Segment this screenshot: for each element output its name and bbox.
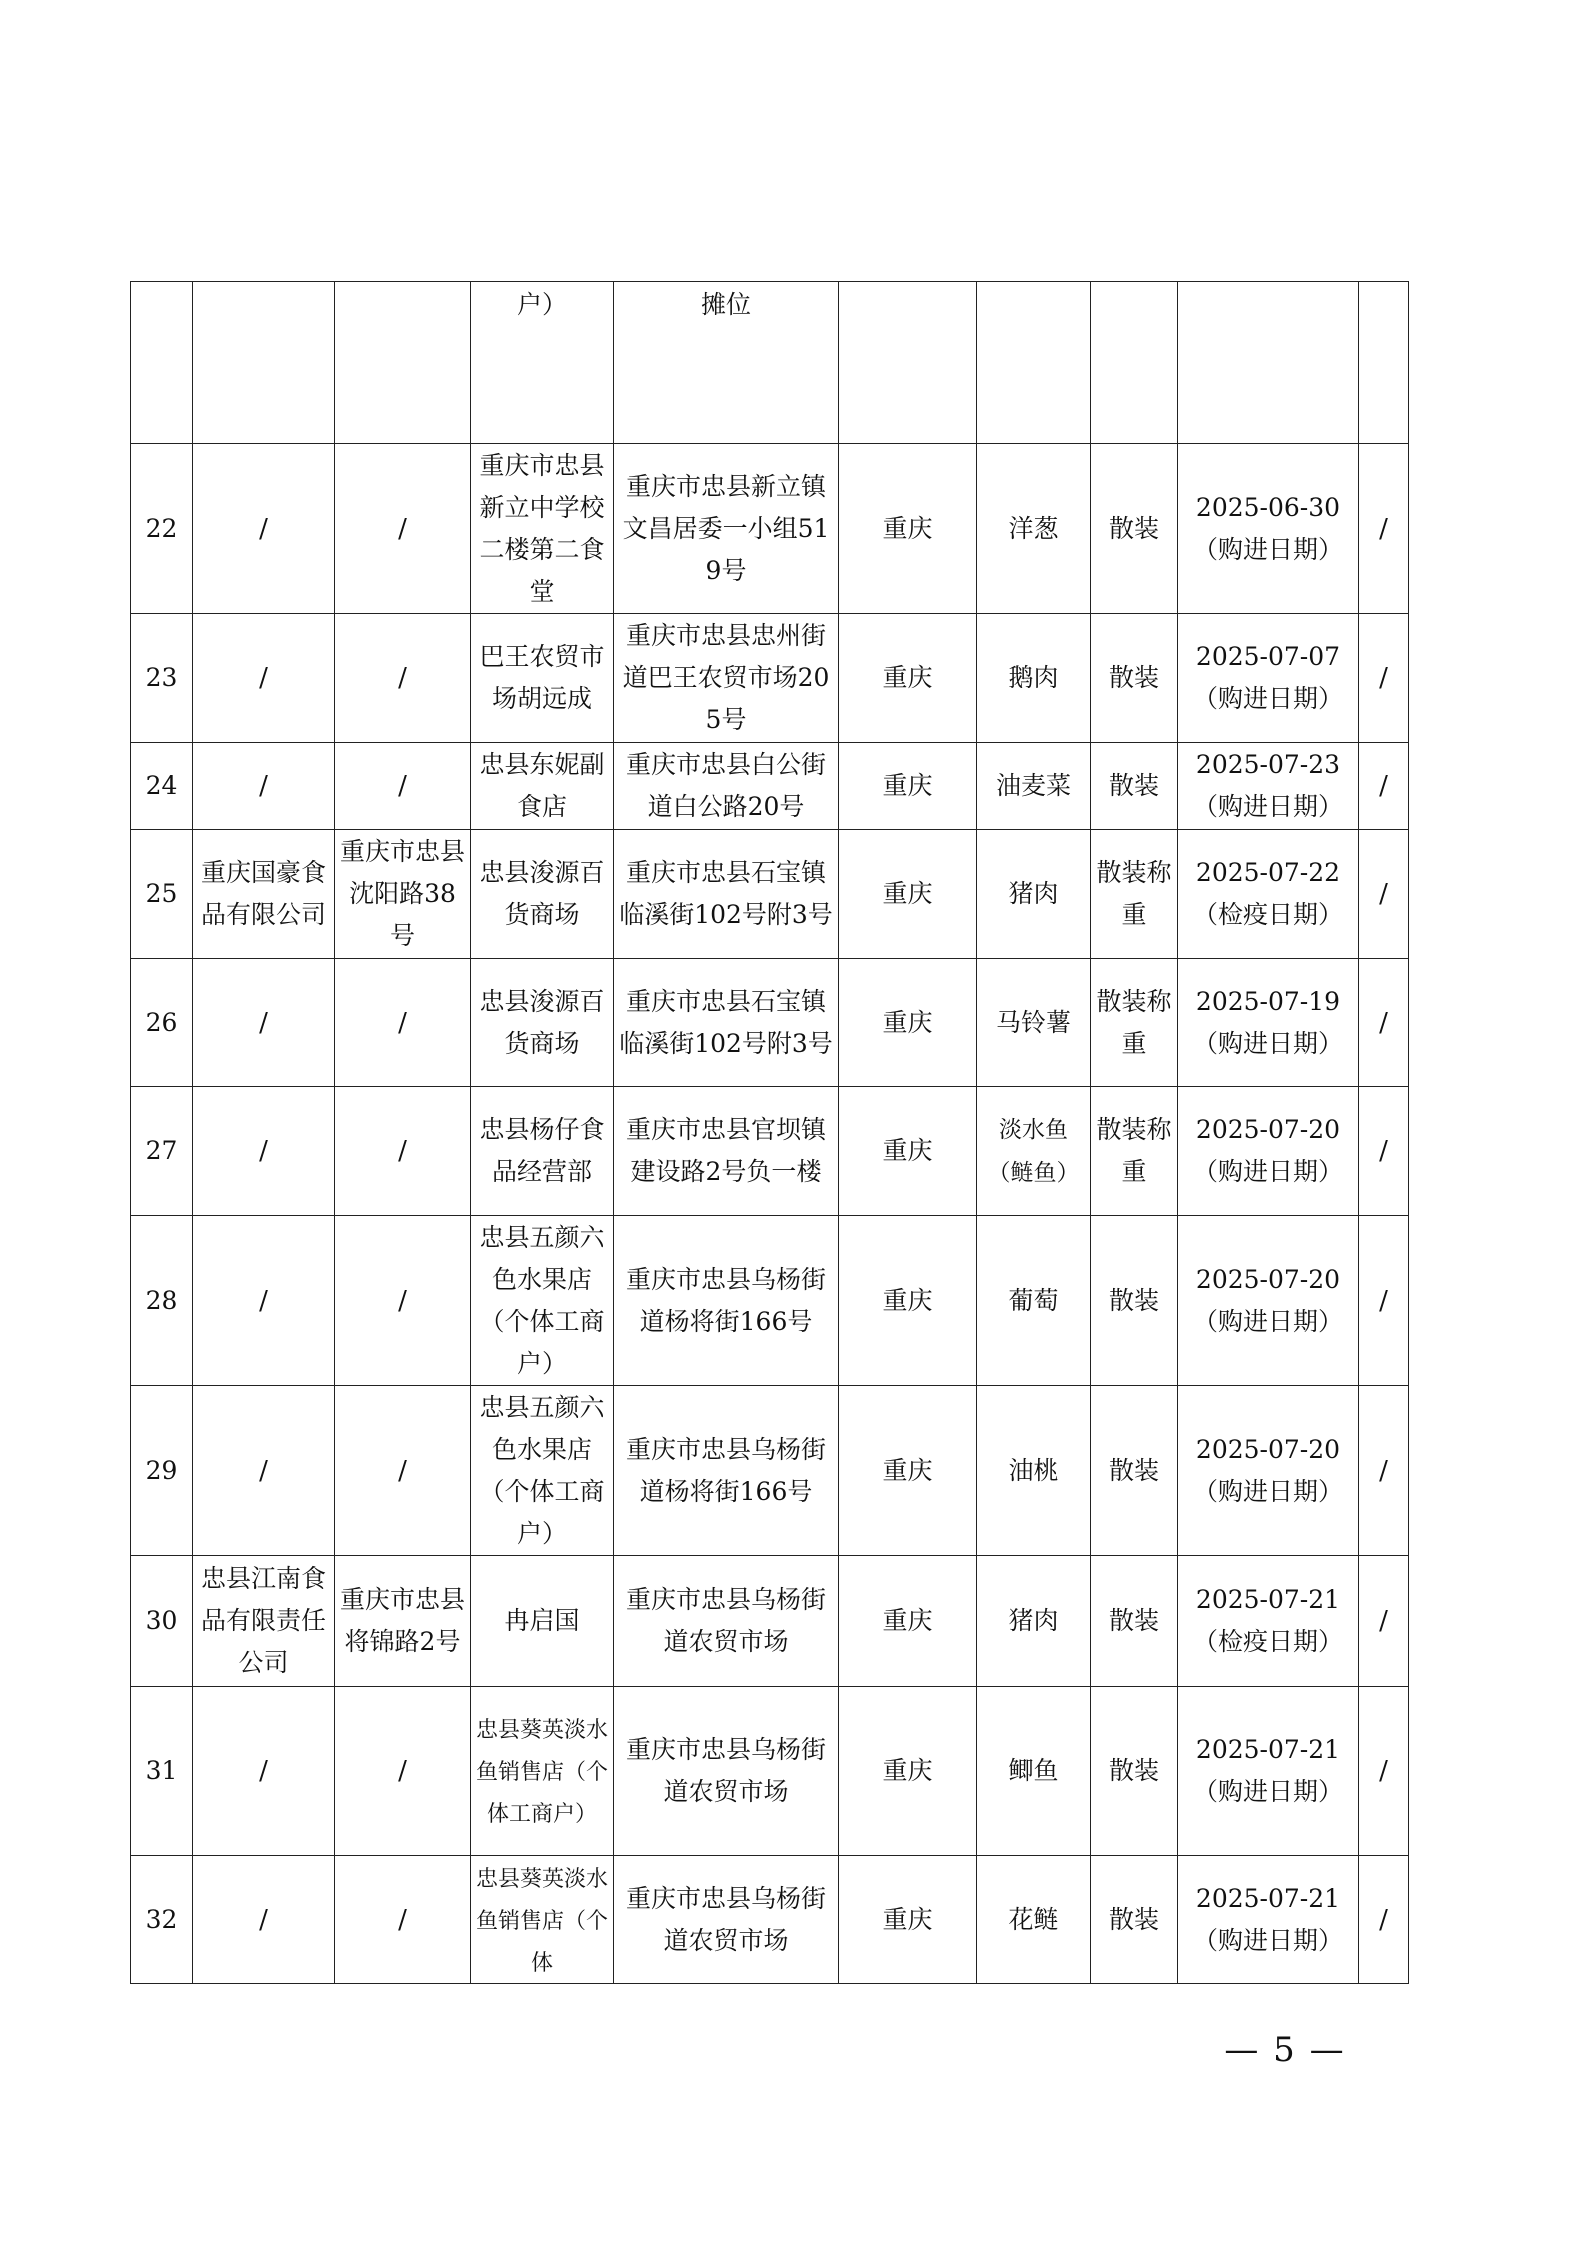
cell-region (839, 282, 977, 444)
cell-spec: 散装 (1091, 1856, 1178, 1984)
cell-note: / (1359, 1856, 1409, 1984)
date-type: （购进日期） (1192, 684, 1343, 713)
cell-date (1178, 1556, 1359, 1687)
cell-spec: 散装称重 (1091, 959, 1178, 1087)
cell-no: 24 (131, 743, 193, 830)
table-row (131, 830, 1409, 959)
cell-region: 重庆 (839, 1216, 977, 1386)
cell-no: 26 (131, 959, 193, 1087)
date-type: （检疫日期） (1192, 1627, 1343, 1656)
cell-date (1178, 830, 1359, 959)
cell-note: / (1359, 1386, 1409, 1556)
cell-producer-address: / (335, 1087, 471, 1216)
product-text: 淡水鱼（鲢鱼） (987, 1117, 1080, 1186)
cell-note: / (1359, 1687, 1409, 1856)
cell-region: 重庆 (839, 1556, 977, 1687)
cell-date (1178, 1386, 1359, 1556)
cell-producer-name (193, 282, 335, 444)
cell-spec: 散装称重 (1091, 830, 1178, 959)
cell-note: / (1359, 1556, 1409, 1687)
cell-note: / (1359, 830, 1409, 959)
cell-seller-address: 重庆市忠县乌杨街道杨将街166号 (614, 1216, 839, 1386)
cell-no: 32 (131, 1856, 193, 1984)
cell-seller-name: 忠县五颜六色水果店（个体工商户） (471, 1216, 614, 1386)
cell-seller-address: 重庆市忠县白公街道白公路20号 (614, 743, 839, 830)
cell-seller-name (471, 1856, 614, 1984)
cell-seller-name (471, 1687, 614, 1856)
cell-no: 29 (131, 1386, 193, 1556)
cell-producer-name: / (193, 444, 335, 614)
cell-producer-address (335, 282, 471, 444)
cell-producer-name: 重庆国豪食品有限公司 (193, 830, 335, 959)
cell-date (1178, 1687, 1359, 1856)
cell-region: 重庆 (839, 1386, 977, 1556)
cell-no: 23 (131, 614, 193, 743)
cell-note: / (1359, 1216, 1409, 1386)
date-value: 2025-07-20 (1195, 1434, 1341, 1464)
cell-region: 重庆 (839, 959, 977, 1087)
date-value: 2025-07-20 (1195, 1264, 1341, 1294)
cell-producer-name: / (193, 1687, 335, 1856)
date-value: 2025-07-19 (1195, 986, 1341, 1016)
cell-region: 重庆 (839, 830, 977, 959)
date-value: 2025-07-20 (1195, 1115, 1341, 1144)
cell-producer-name: / (193, 1386, 335, 1556)
cell-spec: 散装 (1091, 614, 1178, 743)
date-type: （购进日期） (1192, 1157, 1343, 1186)
cell-date (1178, 1216, 1359, 1386)
cell-product: 猪肉 (977, 1556, 1091, 1687)
cell-seller-address: 重庆市忠县石宝镇临溪街102号附3号 (614, 959, 839, 1087)
cell-product: 葡萄 (977, 1216, 1091, 1386)
cell-no: 27 (131, 1087, 193, 1216)
date-type: （检疫日期） (1192, 900, 1343, 929)
table-row (131, 1087, 1409, 1216)
cell-producer-name: / (193, 959, 335, 1087)
table-row (131, 1556, 1409, 1687)
cell-product: 油桃 (977, 1386, 1091, 1556)
cell-product: 花鲢 (977, 1856, 1091, 1984)
cell-spec (1091, 282, 1178, 444)
table-row (131, 1856, 1409, 1984)
cell-spec: 散装 (1091, 444, 1178, 614)
cell-region: 重庆 (839, 614, 977, 743)
cell-seller-address: 重庆市忠县乌杨街道农贸市场 (614, 1856, 839, 1984)
cell-producer-address: / (335, 959, 471, 1087)
cell-seller-address: 重庆市忠县新立镇文昌居委一小组519号 (614, 444, 839, 614)
table-row (131, 1386, 1409, 1556)
cell-product: 鹅肉 (977, 614, 1091, 743)
date-value: 2025-07-07 (1195, 642, 1341, 671)
cell-spec: 散装称重 (1091, 1087, 1178, 1216)
date-value: 2025-07-21 (1195, 1883, 1341, 1913)
date-value: 2025-07-21 (1195, 1735, 1341, 1764)
cell-seller-address: 重庆市忠县乌杨街道杨将街166号 (614, 1386, 839, 1556)
cell-producer-address: / (335, 614, 471, 743)
date-value: 2025-07-23 (1195, 750, 1341, 779)
cell-seller-name: 忠县东妮副食店 (471, 743, 614, 830)
cell-product: 马铃薯 (977, 959, 1091, 1087)
cell-producer-name: 忠县江南食品有限责任公司 (193, 1556, 335, 1687)
cell-seller-name: 冉启国 (471, 1556, 614, 1687)
cell-date (1178, 959, 1359, 1087)
cell-seller-name: 忠县杨仔食品经营部 (471, 1087, 614, 1216)
table-row (131, 614, 1409, 743)
cell-region: 重庆 (839, 1087, 977, 1216)
table-row (131, 743, 1409, 830)
cell-no: 28 (131, 1216, 193, 1386)
cell-region: 重庆 (839, 743, 977, 830)
cell-note: / (1359, 1087, 1409, 1216)
cell-region: 重庆 (839, 1856, 977, 1984)
cell-seller-address: 重庆市忠县官坝镇建设路2号负一楼 (614, 1087, 839, 1216)
cell-spec: 散装 (1091, 1216, 1178, 1386)
date-value: 2025-06-30 (1195, 492, 1341, 522)
cell-spec: 散装 (1091, 1556, 1178, 1687)
cell-seller-address: 重庆市忠县忠州街道巴王农贸市场205号 (614, 614, 839, 743)
cell-product: 油麦菜 (977, 743, 1091, 830)
cell-seller-address: 重庆市忠县石宝镇临溪街102号附3号 (614, 830, 839, 959)
cell-seller-address: 重庆市忠县乌杨街道农贸市场 (614, 1687, 839, 1856)
date-type: （购进日期） (1192, 1925, 1343, 1955)
cell-spec: 散装 (1091, 743, 1178, 830)
cell-product: 洋葱 (977, 444, 1091, 614)
table-row (131, 444, 1409, 614)
cell-date (1178, 1856, 1359, 1984)
cell-producer-name: / (193, 1856, 335, 1984)
cell-note: / (1359, 444, 1409, 614)
cell-date (1178, 282, 1359, 444)
table-row (131, 959, 1409, 1087)
table-row (131, 1216, 1409, 1386)
cell-seller-name: 忠县五颜六色水果店（个体工商户） (471, 1386, 614, 1556)
cell-note (1359, 282, 1409, 444)
cell-seller-name: 巴王农贸市场胡远成 (471, 614, 614, 743)
page-number: — 5 — (1224, 2030, 1346, 2070)
cell-region: 重庆 (839, 444, 977, 614)
cell-no: 30 (131, 1556, 193, 1687)
date-type: （购进日期） (1192, 1777, 1343, 1806)
cell-no: 25 (131, 830, 193, 959)
cell-no: 31 (131, 1687, 193, 1856)
cell-seller-name: 忠县浚源百货商场 (471, 830, 614, 959)
cell-product (977, 282, 1091, 444)
cell-producer-name: / (193, 614, 335, 743)
cell-date (1178, 614, 1359, 743)
date-type: （购进日期） (1192, 792, 1343, 821)
date-type: （购进日期） (1192, 1028, 1343, 1058)
date-type: （购进日期） (1192, 1306, 1343, 1336)
cell-seller-address: 重庆市忠县乌杨街道农贸市场 (614, 1556, 839, 1687)
cell-seller-address: 摊位 (614, 282, 839, 444)
cell-region: 重庆 (839, 1687, 977, 1856)
cell-product: 鲫鱼 (977, 1687, 1091, 1856)
cell-seller-name: 忠县浚源百货商场 (471, 959, 614, 1087)
cell-producer-address: / (335, 1687, 471, 1856)
cell-producer-address: / (335, 1386, 471, 1556)
cell-no (131, 282, 193, 444)
seller-name-text: 忠县葵英淡水鱼销售店（个体工商户） (475, 1718, 608, 1827)
cell-date (1178, 1087, 1359, 1216)
continuation-row (131, 282, 1409, 444)
cell-producer-name: / (193, 1087, 335, 1216)
cell-note: / (1359, 959, 1409, 1087)
date-value: 2025-07-22 (1195, 858, 1341, 887)
table-row (131, 1687, 1409, 1856)
cell-producer-name: / (193, 1216, 335, 1386)
date-type: （购进日期） (1192, 1476, 1343, 1506)
cell-product: 猪肉 (977, 830, 1091, 959)
date-type: （购进日期） (1192, 534, 1343, 564)
cell-product (977, 1087, 1091, 1216)
cell-producer-name: / (193, 743, 335, 830)
seller-name-text: 忠县葵英淡水鱼销售店（个体 (475, 1866, 608, 1976)
cell-no: 22 (131, 444, 193, 614)
date-value: 2025-07-21 (1195, 1585, 1341, 1614)
cell-date (1178, 743, 1359, 830)
cell-seller-name: 重庆市忠县新立中学校二楼第二食堂 (471, 444, 614, 614)
cell-spec: 散装 (1091, 1386, 1178, 1556)
cell-spec: 散装 (1091, 1687, 1178, 1856)
cell-producer-address: 重庆市忠县将锦路2号 (335, 1556, 471, 1687)
cell-producer-address: / (335, 1216, 471, 1386)
cell-note: / (1359, 743, 1409, 830)
cell-producer-address: / (335, 743, 471, 830)
cell-producer-address: / (335, 444, 471, 614)
cell-producer-address: 重庆市忠县沈阳路38号 (335, 830, 471, 959)
cell-seller-name: 户） (471, 282, 614, 444)
cell-note: / (1359, 614, 1409, 743)
cell-producer-address: / (335, 1856, 471, 1984)
cell-date (1178, 444, 1359, 614)
sample-results-table (130, 281, 1409, 1984)
